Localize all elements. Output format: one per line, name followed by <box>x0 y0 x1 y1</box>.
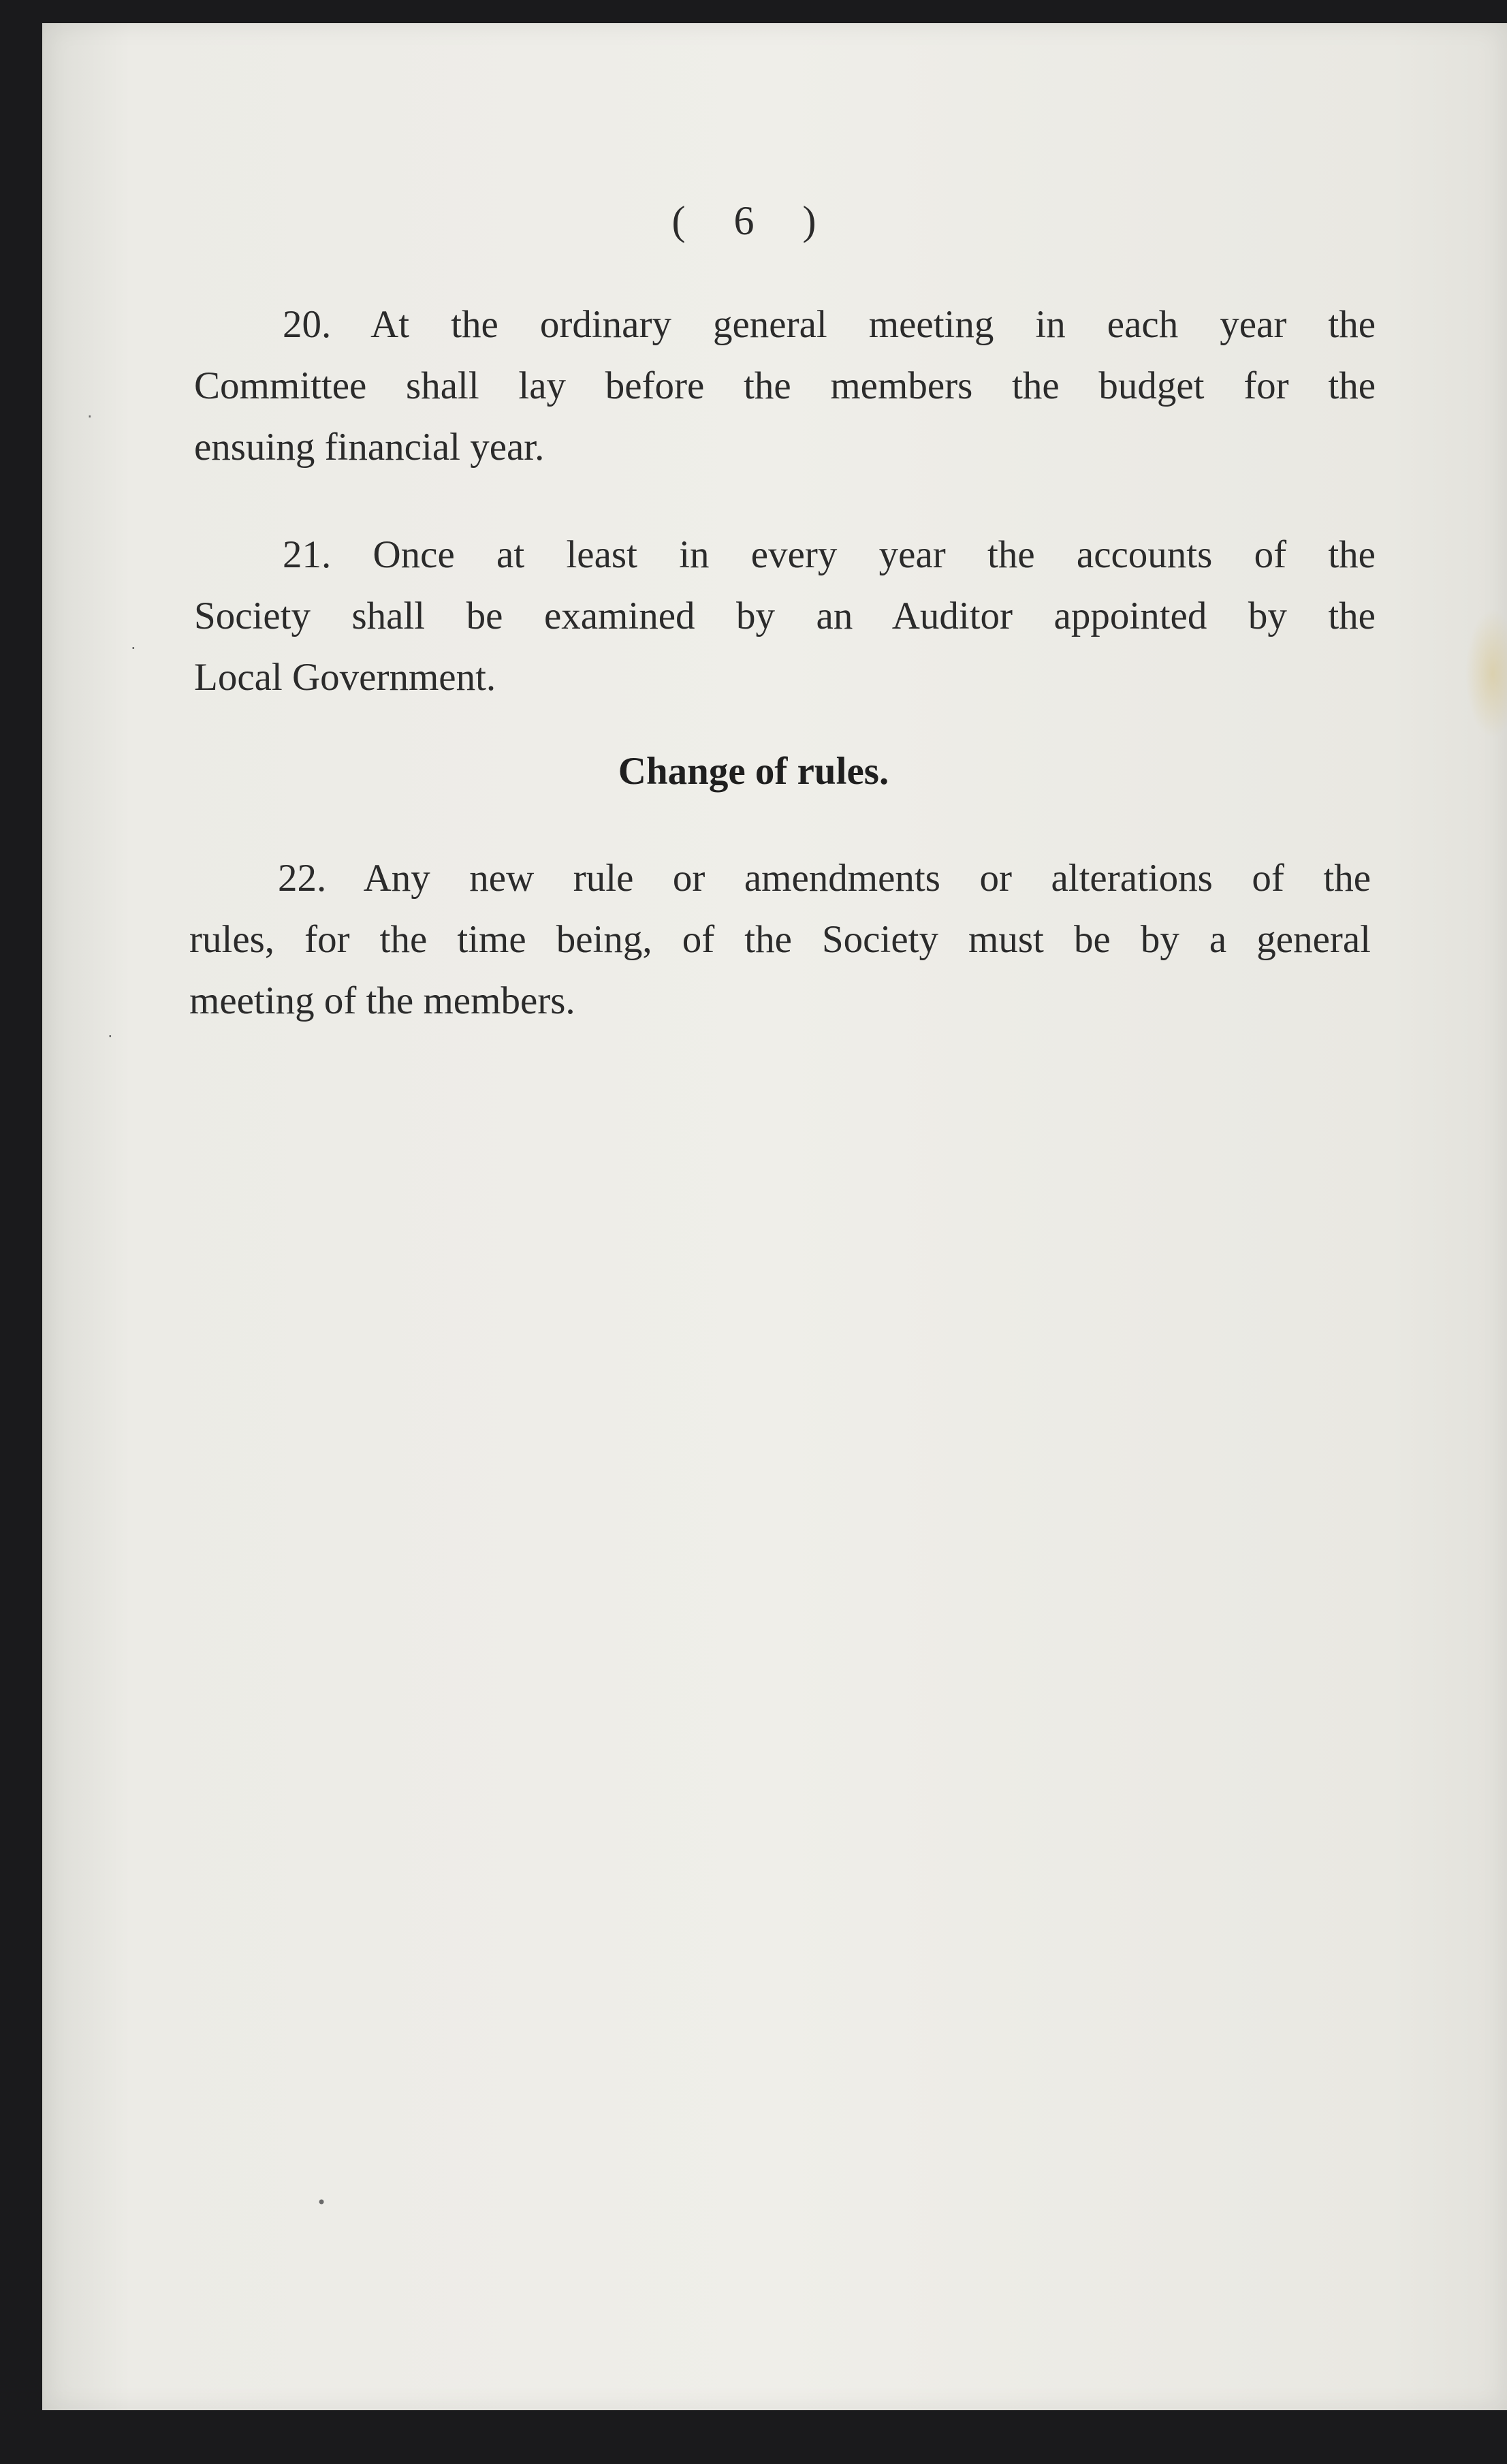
section-heading: Change of rules. <box>618 750 889 793</box>
paragraph-line: rules, for the time being, of the Society must be by a general <box>189 918 1371 961</box>
margin-speck: · <box>131 639 136 658</box>
paragraph-21 <box>194 524 1376 708</box>
paragraph-line: 20. At the ordinary general meeting in each year the <box>283 303 1376 346</box>
page-number: ( 6 ) <box>671 198 836 243</box>
margin-speck: · <box>87 407 93 426</box>
paragraph-line: 21. Once at least in every year the accounts of the <box>283 533 1376 576</box>
paragraph-line: meeting of the members. <box>189 979 575 1022</box>
paragraph-line: ensuing financial year. <box>194 426 545 469</box>
paragraph-20 <box>194 294 1376 478</box>
margin-speck: · <box>108 1027 113 1046</box>
margin-speck: • <box>317 2193 327 2212</box>
paragraph-line: 22. Any new rule or amendments or alterations of the <box>278 857 1371 900</box>
paragraph-line: Local Government. <box>194 656 496 699</box>
paragraph-22 <box>189 848 1371 1032</box>
paragraph-line: Society shall be examined by an Auditor appointed by the <box>194 595 1376 637</box>
paragraph-line: Committee shall lay before the members the budget for the <box>194 364 1376 407</box>
paper-stain <box>1465 609 1507 738</box>
